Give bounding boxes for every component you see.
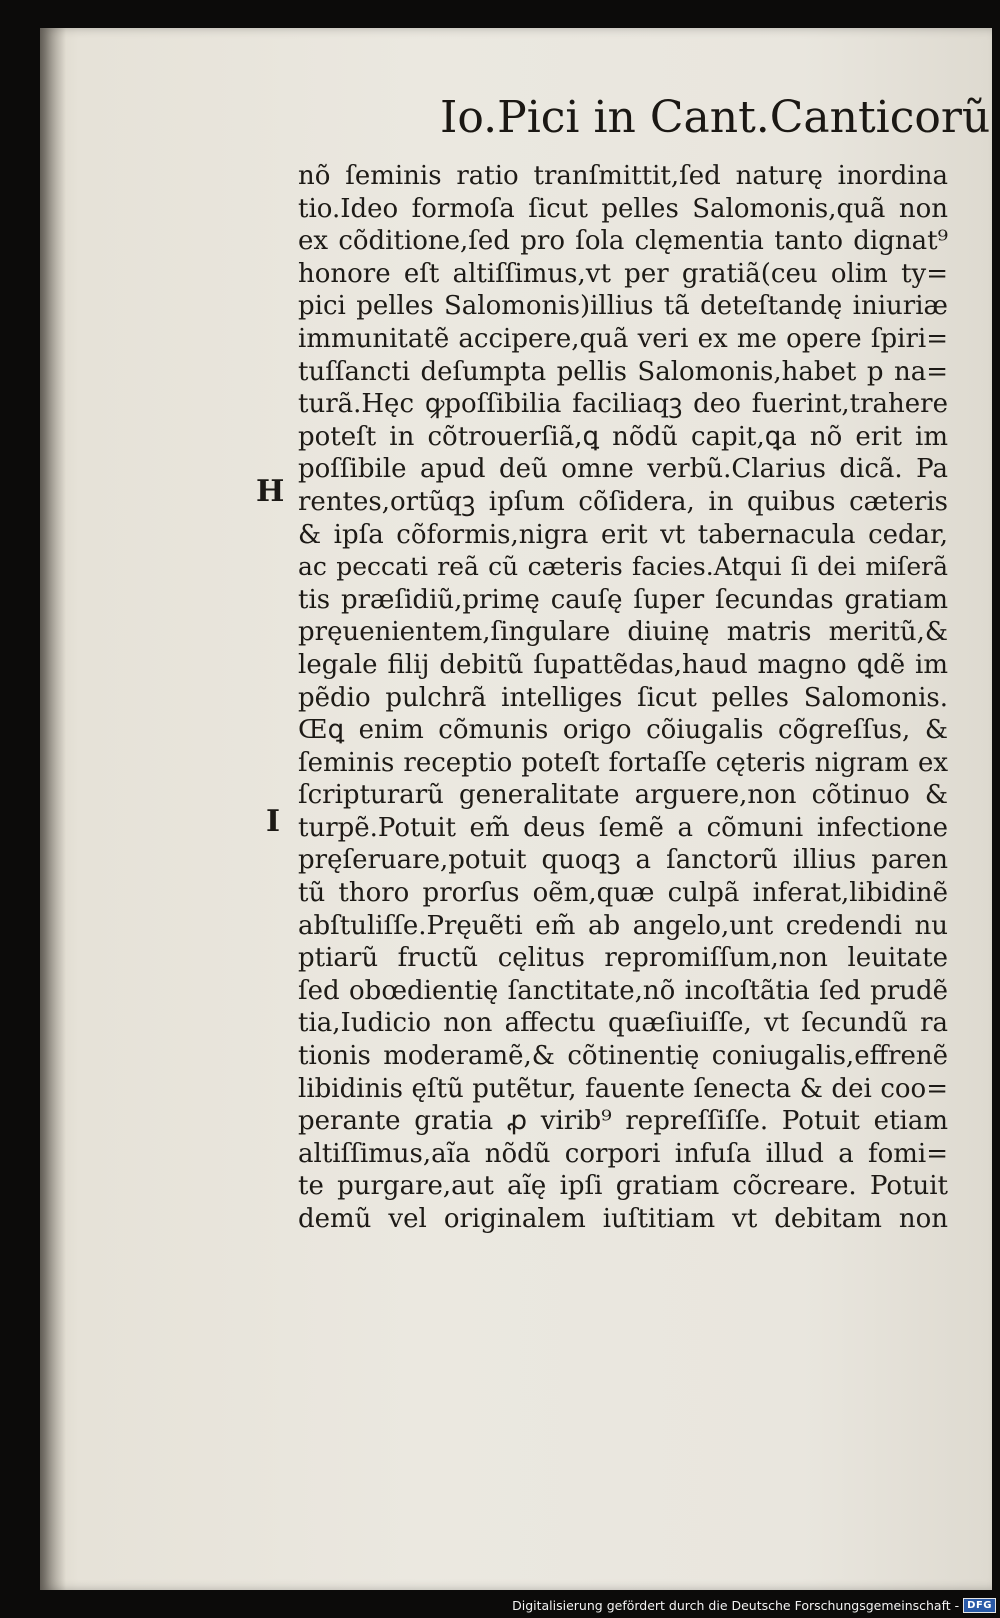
marginal-letter-h: H	[256, 474, 285, 509]
text-line: turpẽ.Potuit em̃ deus ſemẽ a cõmuni infectione	[298, 812, 948, 843]
text-line: ſeminis receptio poteſt fortaſſe cęteris nigram ex	[298, 747, 948, 778]
text-line: ſcripturarũ generalitate arguere,non cõtinuo &	[298, 780, 948, 811]
text-line: ac peccati reã cũ cæteris facies.Atqui ſi dei miſerã	[298, 552, 948, 582]
text-line: Œꝗ enim cõmunis origo cõiugalis cõgreſſus, &	[298, 715, 948, 746]
text-line: honore eſt altiſſimus,vt per gratiã(ceu olim ty=	[298, 258, 948, 289]
text-line: demũ vel originalem iuſtitiam vt debitam non	[298, 1204, 948, 1234]
text-line: tia,Iudicio non affectu quæſiuiſſe, vt ſecundũ ra	[298, 1008, 948, 1039]
text-line: tũ thoro prorſus oẽm,quæ culpã inferat,libidinẽ	[298, 878, 948, 909]
text-line: pręuenientem,ſingulare diuinę matris meritũ,&	[298, 617, 948, 648]
credit-text: Digitalisierung gefördert durch die Deutsche Forschungsgemeinschaft -	[512, 1598, 960, 1613]
text-line: tuſſancti deſumpta pellis Salomonis,habet p na=	[298, 356, 948, 387]
text-line: ex cõditione,ſed pro ſola clęmentia tanto dignat⁹	[298, 226, 948, 257]
text-line: nõ ſeminis ratio tranſmittit,ſed naturę inordina	[298, 161, 948, 191]
text-line: te purgare,aut aĩę ipſi gratiam cõcreare. Potuit	[298, 1171, 948, 1202]
gutter-shadow	[40, 28, 66, 1590]
text-line: immunitatẽ accipere,quã veri ex me opere ſpiri=	[298, 323, 948, 354]
dfg-logo-icon: DFG	[963, 1598, 996, 1613]
text-line: altiſſimus,aĩa nõdũ corpori infuſa illud a fomi=	[298, 1138, 948, 1169]
text-line: perante gratia ꝓ virib⁹ repreſſiſſe. Potuit etiam	[298, 1106, 948, 1137]
text-line: ſed obœdientię ſanctitate,nõ incoſtãtia ſed prudẽ	[298, 975, 948, 1006]
text-line: tis præſidiũ,primę cauſę ſuper ſecundas gratiam	[298, 584, 948, 615]
body-text	[298, 160, 948, 1236]
text-line: poteſt in cõtrouerſiã,ꝗ nõdũ capit,ꝗa nõ erit im	[298, 421, 948, 452]
text-line: ptiarũ fructũ cęlitus repromiſſum,non leuitate	[298, 943, 948, 974]
text-line: pẽdio pulchrã intelliges ſicut pelles Salomonis.	[298, 682, 948, 713]
text-line: pici pelles Salomonis)illius tã deteſtandę iniuriæ	[298, 291, 948, 322]
text-line: & ipſa cõformis,nigra erit vt tabernacula cedar,	[298, 519, 948, 550]
text-line: tio.Ideo formoſa ſicut pelles Salomonis,quã non	[298, 193, 948, 224]
text-line: legale filij debitũ ſupattẽdas,haud magno ꝗdẽ im	[298, 649, 948, 680]
text-line: turã.Hęc ꝙpoſſibilia faciliaqꝫ deo fuerint,trahere	[298, 389, 948, 420]
text-line: abſtuliſſe.Pręuẽti em̃ ab angelo,unt credendi nu	[298, 910, 948, 941]
running-head: Io.Pici in Cant.Canticorũ	[440, 92, 991, 143]
text-line: rentes,ortũqꝫ ipſum cõſidera, in quibus cæteris	[298, 486, 948, 517]
text-line: pręſeruare,potuit quoqꝫ a ſanctorũ illius paren	[298, 845, 948, 876]
text-line: poſſibile apud deũ omne verbũ.Clarius dicã. Pa	[298, 454, 948, 485]
marginal-letter-i: I	[266, 804, 281, 839]
text-line: tionis moderamẽ,& cõtinentię coniugalis,effrenẽ	[298, 1041, 948, 1072]
digitization-credit	[512, 1598, 996, 1613]
text-line: libidinis ęſtũ putẽtur, fauente ſenecta & dei coo=	[298, 1073, 948, 1104]
